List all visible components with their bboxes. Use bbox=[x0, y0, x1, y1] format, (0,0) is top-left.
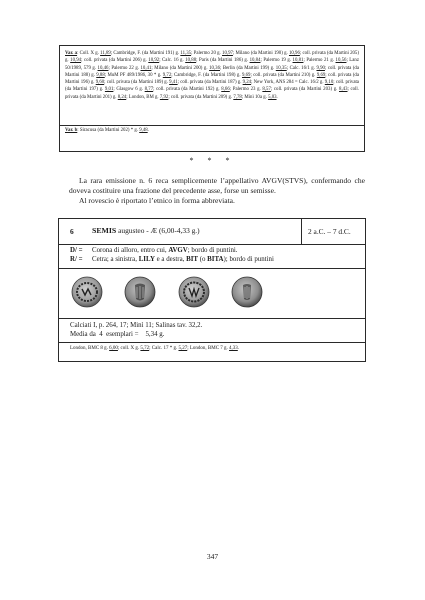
text-run: . bbox=[276, 94, 278, 100]
text-run: ; bordo di puntini. bbox=[187, 247, 238, 254]
text-run: ; coll. privata (da Martini 205) g. bbox=[65, 51, 359, 64]
entry-references bbox=[59, 318, 365, 343]
underlined-value: 5,27 bbox=[178, 346, 188, 351]
underlined-value: 6,00 bbox=[109, 346, 118, 351]
entry-title-rest: augusteo - Æ (6,00-4,33 g.) bbox=[116, 226, 200, 235]
text-run: ; London, BM g. bbox=[126, 94, 160, 100]
section-separator: * * * bbox=[189, 156, 236, 165]
underlined-value: 10,88 bbox=[185, 58, 197, 64]
text-run: ; coll. X g. bbox=[117, 346, 141, 351]
underlined-value: 9,41 bbox=[169, 80, 178, 85]
text-run: ; Milano (da Martini 190) g. bbox=[232, 51, 289, 56]
text-run: ; Calc. 17 * g. bbox=[149, 346, 179, 351]
text-run: : Siracusa (da Martini 202) * g. bbox=[77, 128, 140, 133]
text-run: ; coll. privata (da Martini 192) g. bbox=[153, 87, 222, 93]
text-run: ; coll. privata (da Martini 188) g. bbox=[65, 65, 359, 78]
entry-number: 6 bbox=[70, 227, 74, 236]
text-run: ; coll. privata (da Martini 197) g. bbox=[65, 80, 359, 93]
text-run: ; coll. privata (da Martini 196) g. bbox=[65, 72, 359, 85]
underlined-value: 9,01 bbox=[104, 87, 114, 93]
text-run: ; Palermo 20 g. bbox=[191, 51, 223, 56]
underlined-value: 11,35 bbox=[180, 51, 192, 56]
average-weight: Media da 4 esemplari = 5,34 g. bbox=[70, 331, 165, 338]
underlined-value: 9,10 bbox=[324, 80, 334, 85]
reverse-text bbox=[92, 256, 274, 263]
entry-description bbox=[59, 244, 365, 269]
underlined-value: 8,24 bbox=[117, 94, 127, 100]
text-run: Corona di alloro, entro cui, bbox=[92, 247, 169, 254]
bold-text: LILY bbox=[138, 256, 155, 263]
catalogue-entry-box bbox=[58, 218, 366, 362]
text-run: ; coll. privata (da Martini 187) g. bbox=[177, 80, 243, 85]
entry-title bbox=[92, 226, 200, 235]
text-run: ); bordo di puntini bbox=[223, 256, 274, 263]
underlined-value: 8,43 bbox=[339, 87, 348, 93]
variant-b-list bbox=[65, 127, 359, 134]
body-paragraph-2: Al rovescio è riportato l’etnico in forma abbreviata. bbox=[79, 196, 235, 205]
bold-text: BITA bbox=[207, 256, 224, 263]
text-run: ; coll. privata (da Martini 189) g. bbox=[104, 80, 170, 85]
bold-text: BIT bbox=[186, 256, 198, 263]
text-run: ; Palermo 19 g. bbox=[260, 58, 293, 64]
underlined-value: 8,77 bbox=[144, 87, 154, 93]
coin-image-1 bbox=[71, 276, 103, 308]
text-run: ; Lanz 50/1989, 579 g. bbox=[65, 58, 359, 71]
specimen-list bbox=[70, 345, 359, 352]
underlined-value: 9,24 bbox=[242, 80, 252, 85]
text-run: Cetra; a sinistra, bbox=[92, 256, 139, 263]
underlined-value: 10,92 bbox=[148, 58, 160, 64]
text-run: ; Paris (da Martini 186) g. bbox=[196, 58, 250, 64]
underlined-value: 9,69 bbox=[316, 72, 326, 78]
text-run: ; Palermo 22 g. bbox=[108, 65, 141, 71]
text-run: . bbox=[147, 128, 149, 133]
text-run: ; Calc. 16/1 g. bbox=[286, 65, 317, 71]
underlined-value: 9,60 bbox=[95, 80, 105, 85]
underlined-value: 10,56 bbox=[335, 58, 347, 64]
text-run: ; London, BMC 7 g. bbox=[187, 346, 230, 351]
text-run: ; coll. privata (da Martini 206) g. bbox=[81, 58, 149, 64]
underlined-value: Var. a bbox=[65, 51, 78, 56]
bold-text: AVGV bbox=[168, 247, 188, 254]
underlined-value: 9,88 bbox=[96, 72, 105, 78]
entry-header bbox=[59, 219, 365, 245]
variants-box bbox=[59, 45, 365, 152]
underlined-value: 10,97 bbox=[222, 51, 233, 56]
underlined-value: 5,03 bbox=[268, 94, 277, 100]
text-run: ; Milano (da Martini 200) g. bbox=[151, 65, 210, 71]
underlined-value: Var. b bbox=[65, 128, 78, 133]
text-run: ; New York, ANS 284 = Calc. 16/2 g. bbox=[251, 80, 325, 85]
underlined-value: 10,36 bbox=[209, 65, 220, 71]
text-run: ; Berlin (da Martini 199) g. bbox=[220, 65, 276, 71]
text-run: . bbox=[237, 346, 240, 351]
entry-date-cell bbox=[301, 219, 368, 244]
bibliography: Calciati I, p. 264, 17; Minì 11; Salinas tav. 32,2. bbox=[70, 322, 203, 329]
text-run: (o bbox=[197, 256, 208, 263]
text-run: ; Palermo 21 g. bbox=[303, 58, 336, 64]
text-run: ; Cambridge, F. (da Martini 191) g. bbox=[110, 51, 181, 56]
variant-a-list bbox=[65, 50, 359, 101]
underlined-value: 9,48 bbox=[139, 128, 148, 133]
coin-photos bbox=[59, 268, 365, 319]
underlined-value: 8,66 bbox=[221, 87, 230, 93]
text-run: ; MuM PF 489/1986, 30 * g. bbox=[104, 72, 163, 78]
obverse-key: D/ = bbox=[70, 247, 83, 254]
text-run: : Coll. X g. bbox=[77, 51, 101, 56]
page-number: 347 bbox=[206, 552, 219, 561]
underlined-value: 10,41 bbox=[140, 65, 152, 71]
reverse-key: R/ = bbox=[70, 256, 83, 263]
underlined-value: 7,78 bbox=[233, 94, 242, 100]
text-run: ; Calc. 16 g. bbox=[159, 58, 186, 64]
text-run: ; coll. privata (da Martini 209) g. bbox=[168, 94, 234, 100]
entry-denomination: SEMIS bbox=[92, 226, 117, 235]
coin-image-2 bbox=[124, 276, 156, 308]
text-run: ; coll. privata (da Martini 201) g. bbox=[65, 87, 359, 100]
underlined-value: 10,96 bbox=[288, 51, 300, 56]
underlined-value: 10,35 bbox=[275, 65, 287, 71]
text-run: ; Glasgow 6 g. bbox=[113, 87, 145, 93]
text-run: ; Cambridge, F. (da Martini 198) g. bbox=[171, 72, 242, 78]
text-run: ; coll. privata (da Martini 203) g. bbox=[270, 87, 340, 93]
variants-divider bbox=[60, 125, 364, 126]
text-run: ; Minì 10a g. bbox=[241, 94, 269, 100]
text-run: e a destra, bbox=[154, 256, 187, 263]
underlined-value: 8,57 bbox=[262, 87, 271, 93]
underlined-value: 10,46 bbox=[97, 65, 109, 71]
underlined-value: 9,90 bbox=[316, 65, 325, 71]
body-paragraph-1: La rara emissione n. 6 reca semplicemente l’appellativo AVGV(STVS), confermando che doveva costituire una frazione del precedente asse, forse un semisse. bbox=[69, 176, 365, 195]
obverse-text bbox=[92, 247, 238, 254]
underlined-value: 9,69 bbox=[241, 72, 251, 78]
text-run: ; Palermo 23 g. bbox=[229, 87, 263, 93]
entry-date: 2 a.C. – 7 d.C. bbox=[308, 227, 351, 236]
underlined-value: 10,81 bbox=[292, 58, 304, 64]
underlined-value: 5,72 bbox=[140, 346, 150, 351]
reverse-description bbox=[70, 255, 274, 265]
text-run: ; coll. privata (da Martini 210) g. bbox=[250, 72, 317, 78]
underlined-value: 4,33 bbox=[229, 346, 238, 351]
coin-image-4 bbox=[231, 276, 263, 308]
text-run: London, BMC 8 g. bbox=[70, 346, 110, 351]
underlined-value: 11,89 bbox=[100, 51, 111, 56]
underlined-value: 10,84 bbox=[249, 58, 261, 64]
coin-image-3 bbox=[178, 276, 210, 308]
underlined-value: 9,72 bbox=[162, 72, 172, 78]
underlined-value: 7,92 bbox=[159, 94, 169, 100]
underlined-value: 10,94 bbox=[70, 58, 82, 64]
